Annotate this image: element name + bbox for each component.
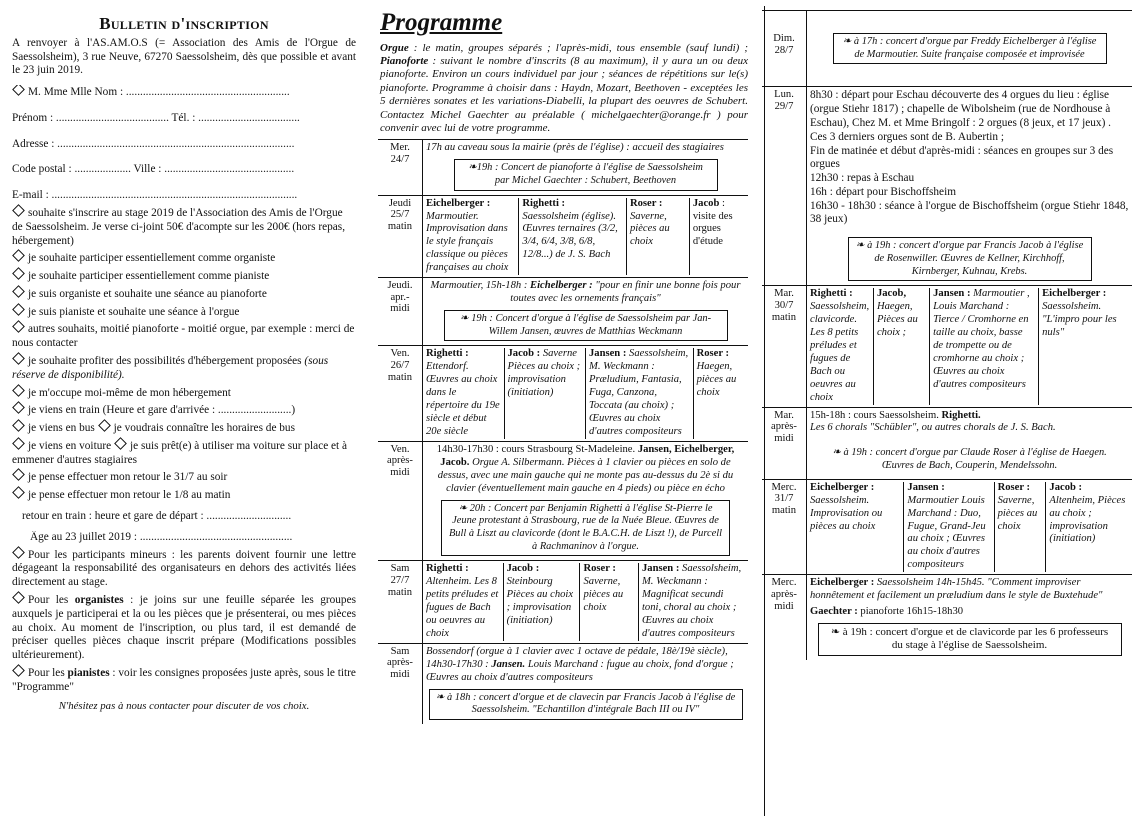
groups-content bbox=[807, 286, 1133, 407]
day-label: Ven. 26/7 matin bbox=[378, 346, 423, 441]
return-train-field[interactable]: retour en train : heure et gare de départ : .............................. bbox=[22, 510, 292, 523]
excursion-line: 16h30 - 18h30 : séance à l'orgue de Bischoffsheim (orgue Stiehr 1848, 38 jeux) bbox=[810, 199, 1129, 226]
schedule-row bbox=[762, 286, 1132, 407]
group-cells bbox=[423, 348, 748, 438]
schedule-row bbox=[378, 346, 748, 441]
course-text: 14h30-17h30 : cours Strasbourg St-Madeleine. Jansen, Eichelberger, Jacob. Orgue A. Silbermann. Pièces à 1 clavier ou pièces en solo de dessus, avec une main gauche qui ne monte pas au-dessus du 2è si du clavier (éventuellement main gauche en 4 pieds) ou pièce en écho bbox=[436, 443, 735, 494]
day-label: Mar. après-midi bbox=[762, 407, 807, 479]
concert-box: ❧19h : Concert de pianoforte à l'église de Saessolsheim par Michel Gaechter : Schubert, Beethoven bbox=[454, 159, 718, 190]
checkbox-icon[interactable] bbox=[12, 486, 25, 499]
option-lodging[interactable]: je souhaite profiter des possibilités d'hébergement proposées (sous réserve de disponibilité). bbox=[12, 354, 356, 383]
group-cell: Jacob : Steinbourg Pièces au choix ; improvisation (initiation) bbox=[503, 563, 580, 641]
schedule-row bbox=[762, 407, 1132, 479]
checkbox-icon[interactable] bbox=[12, 249, 25, 262]
group-cell: Jansen : Saessolsheim, M. Weckmann : Præludium, Fantasia, Fuga, Canzona, Toccata (au choix) ; Œuvres au choix d'autres compositeurs bbox=[585, 348, 693, 438]
group-cell: Jansen : Marmoutier , Louis Marchand : Tierce / Cromhorne en taille au choix, basse de trompette ou de cromhorne au choix ; Œuvres au choix d'autres compositeurs bbox=[929, 288, 1038, 404]
day-label: Sam 27/7 matin bbox=[378, 561, 423, 644]
group-cells bbox=[423, 198, 748, 276]
schedule-row bbox=[762, 87, 1132, 286]
group-cell: Roser : Saverne, pièces au choix bbox=[579, 563, 638, 641]
course-text: Eichelberger : Saessolsheim 14h-15h45. "Comment improviser honnêtement et facilement un præludium dans le style de Buxtehude" bbox=[810, 577, 1103, 602]
concert-box: ❧ 19h : Concert d'orgue à l'église de Saessolsheim par Jan-Willem Jansen, œuvres de Matthias Weckmann bbox=[444, 310, 728, 341]
form-intro: A renvoyer à l'AS.AM.O.S (= Association des Amis de l'Orgue de Saessolsheim), 3 rue Neuve, 67270 Saessolsheim, dès que possible et avant le 23 juin 2019. bbox=[12, 36, 356, 77]
day-label: Sam après-midi bbox=[378, 643, 423, 724]
group-cells bbox=[807, 482, 1132, 572]
schedule-row bbox=[378, 561, 748, 644]
day-label: Dim. 28/7 bbox=[762, 11, 807, 87]
concert-box: ❧ à 17h : concert d'orgue par Freddy Eichelberger à l'église de Marmoutier. Suite française composée et improvisée bbox=[833, 33, 1107, 64]
day-content bbox=[423, 278, 749, 346]
option-organist-pianoforte[interactable]: je suis organiste et souhaite une séance au pianoforte bbox=[12, 287, 356, 302]
contact-note: N'hésitez pas à nous contacter pour discuter de vos choix. bbox=[58, 700, 310, 713]
excursion-line: 8h30 : départ pour Eschau découverte des 4 orgues du lieu : église (orgue Stiehr 1817) ; chapelle de Wibolsheim (rue de Nordhouse à Eschau), Chez M. et Mme Bringolf : 2 orgues (8 jeux, et 17 jeux) . Ces 3 derniers orgues sont de B. Aubertin ; bbox=[810, 89, 1111, 143]
day-label: Ven. après-midi bbox=[378, 441, 423, 560]
groups-content bbox=[807, 479, 1133, 574]
checkbox-icon[interactable] bbox=[12, 469, 25, 482]
pianists-note: Pour les pianistes : voir les consignes proposées juste après, sous le titre "Programme" bbox=[12, 666, 356, 695]
option-register[interactable]: souhaite s'inscrire au stage 2019 de l'Association des Amis de l'Orgue de Saessolsheim. Je verse ci-joint 50€ d'acompte sur les 200€ (hors repas, hébergement) bbox=[12, 206, 356, 248]
email-field[interactable]: E-mail : ....................................................................................... bbox=[12, 189, 298, 202]
schedule-row bbox=[378, 278, 748, 346]
checkbox-icon[interactable] bbox=[12, 419, 25, 432]
day-label: Merc. 31/7 matin bbox=[762, 479, 807, 574]
minors-note: Pour les participants mineurs : les parents doivent fournir une lettre dégageant la responsabilité des organisateurs en dehors des activités liées directement au stage. bbox=[12, 548, 356, 590]
course-text: Marmoutier, 15h-18h : Eichelberger : "pour en finir une bonne fois pour toutes avec les ornements français" bbox=[430, 280, 741, 305]
excursion-line: 16h : départ pour Bischoffsheim bbox=[810, 185, 956, 198]
schedule-row bbox=[378, 140, 748, 195]
checkbox-icon[interactable] bbox=[12, 437, 25, 450]
checkbox-icon[interactable] bbox=[12, 384, 25, 397]
group-cell: Jacob, Haegen, Pièces au choix ; bbox=[873, 288, 929, 404]
day-label: Lun. 29/7 bbox=[762, 87, 807, 286]
checkbox-icon[interactable] bbox=[12, 285, 25, 298]
schedule-table-1 bbox=[378, 139, 748, 724]
organists-note: Pour les organistes : je joins sur une feuille séparée les groupes auxquels je participerai et la ou les pièces que je présenterai, ou mes pièces au choix. Au moment de l'inscription, ou plus tard, il est demandé de préciser quelles pièces chaque inscrit prépare (Modifications possibles ultérieurement). bbox=[12, 593, 356, 663]
concert-box: ❧ à 18h : concert d'orgue et de clavecin par Francis Jacob à l'église de Saessolsheim. "Echantillon d'intégrale Bach III ou IV" bbox=[429, 689, 743, 720]
group-cell: Jansen : Saessolsheim, M. Weckmann : Magnificat secundi toni, choral au choix ; Œuvres au choix d'autres compositeurs bbox=[638, 563, 748, 641]
group-cell: Roser : Saverne, pièces au choix bbox=[626, 198, 689, 276]
schedule-row bbox=[762, 11, 1132, 87]
group-cell: Eichelberger : Saessolsheim. "L'impro pour les nuls" bbox=[1038, 288, 1132, 404]
pianoforte-text: Gaechter : pianoforte 16h15-18h30 bbox=[810, 606, 964, 618]
day-content bbox=[423, 441, 749, 560]
checkbox-icon[interactable] bbox=[12, 267, 25, 280]
checkbox-icon[interactable] bbox=[98, 419, 111, 432]
excursion-line: 12h30 : repas à Eschau bbox=[810, 172, 915, 185]
day-content bbox=[807, 407, 1133, 479]
group-cell: Eichelberger : Marmoutier. Improvisation dans le style français classique ou pièces françaises au choix bbox=[426, 197, 509, 274]
programme-intro: Orgue : le matin, groupes séparés ; l'après-midi, tous ensemble (sauf lundi) ; Pianoforte : suivant le nombre d'inscrits (8 au maximum), il y aura un ou deux pianoforte. Environ un cours individuel par jour ; séances de répétitions sur le(s) pianoforte. Programme à choisir dans : Haydn, Mozart, Beethoven - exceptées les 5 dernières sonates et les variations-Diabelli, la plupart des oeuvres de Schubert. Contactez Michel Gaechter au préalable ( michelgaechter@orange.fr ) pour convenir avec lui de votre programme. bbox=[380, 41, 748, 134]
postal-city-field[interactable]: Code postal : .................... Ville : .............................................. bbox=[12, 163, 295, 176]
option-car[interactable]: je viens en voiture je suis prêt(e) à utiliser ma voiture sur place et à emmener d'autres stagiaires bbox=[12, 439, 356, 468]
option-own-lodging[interactable]: je m'occupe moi-même de mon hébergement bbox=[12, 386, 356, 401]
groups-content bbox=[423, 561, 749, 644]
groups-content bbox=[423, 346, 749, 441]
day-content bbox=[807, 575, 1133, 660]
group-cells bbox=[423, 563, 748, 641]
excursion-content bbox=[807, 87, 1133, 286]
welcome-text: 17h au caveau sous la mairie (près de l'église) : accueil des stagiaires bbox=[426, 142, 724, 154]
option-pianist[interactable]: je souhaite participer essentiellement comme pianiste bbox=[12, 269, 356, 284]
group-cell: Righetti : Altenheim. Les 8 petits préludes et fugues de Bach ou oeuvres au choix bbox=[426, 563, 499, 639]
schedule-continued bbox=[762, 10, 1132, 660]
day-label: Mar. 30/7 matin bbox=[762, 286, 807, 407]
group-cell: Jansen : Marmoutier Louis Marchand : Duo, Fugue, Grand-Jeu au choix ; Œuvres au choix d'autres compositeurs bbox=[903, 482, 993, 572]
concert-box: ❧ à 19h : concert d'orgue et de clavicorde par les 6 professeurs du stage à l'église de Saessolsheim. bbox=[818, 623, 1122, 656]
group-cell: Jacob : Altenheim, Pièces au choix ; improvisation (initiation) bbox=[1045, 482, 1132, 572]
age-field[interactable]: Âge au 23 juillet 2019 : ...................................................... bbox=[30, 530, 293, 543]
course-text: Bossendorf (orgue à 1 clavier avec 1 octave de pédale, 18è/19è siècle), 14h30-17h30 : Jansen. Louis Marchand : fugue au choix, fond d'orgue ; Œuvres au choix d'autres compositeurs bbox=[426, 645, 734, 683]
registration-form bbox=[12, 14, 356, 714]
schedule-row bbox=[378, 441, 748, 560]
prenom-field[interactable]: Prénom : ........................................ Tél. : .................................... bbox=[12, 111, 300, 124]
option-return-1[interactable]: je pense effectuer mon retour le 1/8 au matin bbox=[12, 488, 356, 503]
schedule-row bbox=[378, 195, 748, 278]
day-label: Jeudi 25/7 matin bbox=[378, 195, 423, 278]
group-cell: Jacob : visite des orgues d'étude bbox=[689, 198, 748, 276]
group-cells bbox=[807, 288, 1132, 404]
checkbox-icon[interactable] bbox=[12, 352, 25, 365]
group-cell: Roser : Saverne, pièces au choix bbox=[994, 482, 1046, 572]
checkbox-icon[interactable] bbox=[12, 85, 25, 96]
option-organist[interactable]: je souhaite participer essentiellement comme organiste bbox=[12, 251, 356, 266]
address-field[interactable]: Adresse : .................................................................................... bbox=[12, 137, 295, 150]
checkbox-icon[interactable] bbox=[12, 321, 25, 334]
diamond-icon bbox=[12, 546, 25, 559]
option-train[interactable]: je viens en train (Heure et gare d'arrivée : ..........................) bbox=[12, 403, 356, 418]
option-return-31[interactable]: je pense effectuer mon retour le 31/7 au soir bbox=[12, 470, 356, 485]
day-content bbox=[423, 140, 749, 195]
concert-box: ❧ 20h : Concert par Benjamin Righetti à l'église St-Pierre le Jeune protestant à Strasbourg, rue de la Nuée Bleue. Œuvres de Bull à Liszt au clavicorde (dont le B.A.C.H. de Liszt !), de Purcell à Rachmaninov à l'orgue. bbox=[441, 500, 730, 557]
day-label: Jeudi. apr.-midi bbox=[378, 278, 423, 346]
concert-box: ❧ à 19h : concert d'orgue par Claude Roser à l'église de Haegen. Œuvres de Bach, Couperin, Mendelssohn. bbox=[832, 447, 1107, 472]
group-cell: Righetti : Saessolsheim (église). Œuvres ternaires (3/2, 3/4, 6/4, 3/8, 6/8, 12/8...) de J. S. Bach bbox=[518, 198, 626, 276]
form-title: Bulletin d'inscription bbox=[99, 14, 269, 33]
schedule-table-2 bbox=[762, 10, 1132, 660]
group-cell: Eichelberger : Saessolsheim. Improvisation ou pièces au choix bbox=[810, 481, 883, 532]
diamond-icon bbox=[12, 591, 25, 604]
checkbox-icon[interactable] bbox=[114, 437, 127, 450]
course-text: 15h-18h : cours Saessolsheim. Righetti. Les 6 chorals "Schübler", ou autres chorals de J. S. Bach. bbox=[810, 409, 1056, 434]
schedule-row bbox=[762, 479, 1132, 574]
option-pianist-organ[interactable]: je suis pianiste et souhaite une séance à l'orgue bbox=[12, 305, 356, 320]
checkbox-icon[interactable] bbox=[12, 303, 25, 316]
programme-title: Programme bbox=[380, 9, 503, 36]
group-cell: Roser : Haegen, pièces au choix bbox=[693, 348, 748, 438]
day-content bbox=[423, 643, 749, 724]
diamond-icon bbox=[12, 664, 25, 677]
group-cell: Jacob : Saverne Pièces au choix ; improvisation (initiation) bbox=[504, 348, 586, 438]
civility-line[interactable]: M. Mme Mlle Nom : .......................................................... bbox=[12, 85, 356, 100]
option-other-wishes[interactable]: autres souhaits, moitié pianoforte - moitié orgue, par exemple : merci de nous contacter bbox=[12, 322, 356, 351]
day-label: Mer. 24/7 bbox=[378, 140, 423, 195]
day-label: Merc. après-midi bbox=[762, 575, 807, 660]
schedule-row bbox=[762, 575, 1132, 660]
day-content bbox=[807, 11, 1133, 87]
option-bus[interactable]: je viens en bus je voudrais connaître les horaires de bus bbox=[12, 421, 356, 436]
checkbox-icon[interactable] bbox=[12, 401, 25, 414]
schedule-row bbox=[378, 643, 748, 724]
groups-content bbox=[423, 195, 749, 278]
group-cell: Righetti : Ettendorf. Œuvres au choix dans le répertoire du 19e siècle et début 20e siècle bbox=[426, 348, 500, 437]
excursion-line: Fin de matinée et début d'après-midi : séances en groupes sur 3 des orgues bbox=[810, 144, 1114, 171]
programme-section bbox=[378, 8, 748, 724]
group-cell: Righetti : Saessolsheim, clavicorde. Les 8 petits préludes et fugues de Bach ou oeuvres au choix bbox=[810, 288, 870, 403]
concert-box: ❧ à 19h : concert d'orgue par Francis Jacob à l'église de Rosenwiller. Œuvres de Kellner, Kirchhoff, Kirnberger, Kuhnau, Krebs. bbox=[848, 237, 1092, 281]
checkbox-icon[interactable] bbox=[12, 204, 25, 217]
